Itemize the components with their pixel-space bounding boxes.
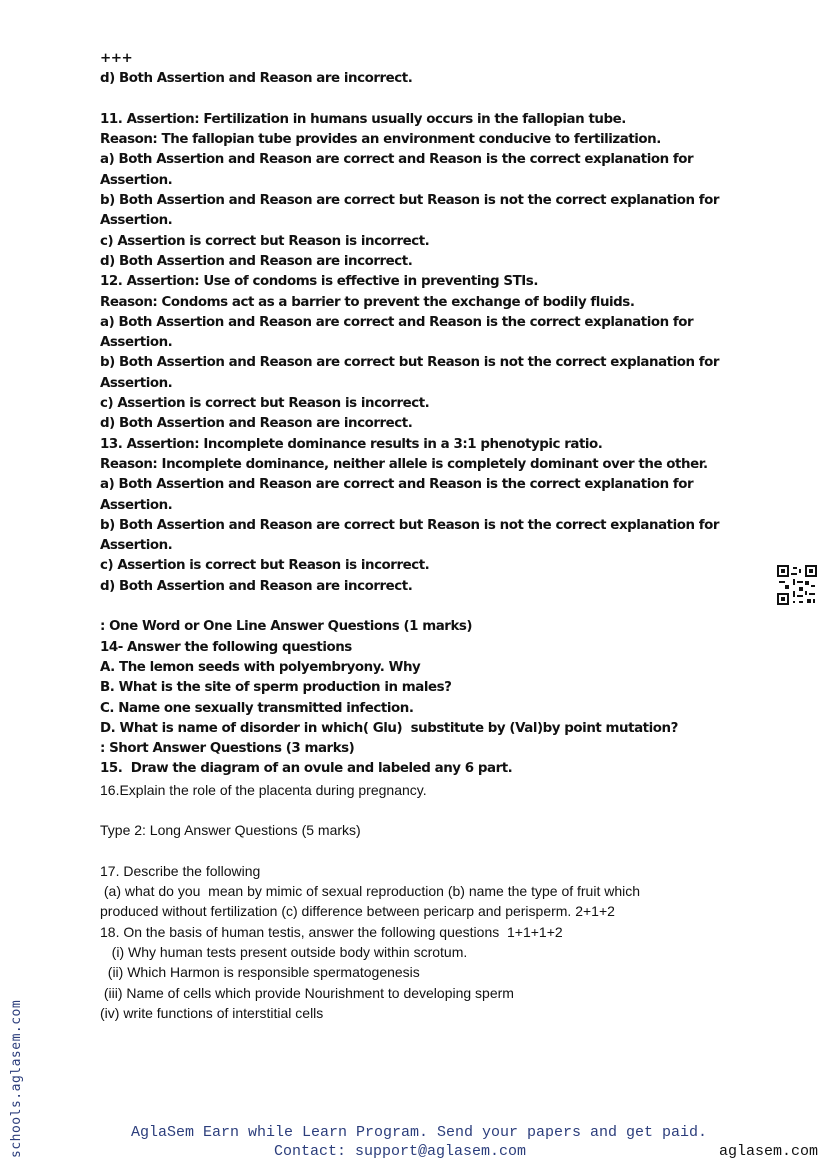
text-line: produced without fertilization (c) difference between pericarp and perisperm. 2+1+2 [100, 903, 615, 920]
text-line: 18. On the basis of human testis, answer the following questions 1+1+1+2 [100, 923, 563, 940]
text-line: a) Both Assertion and Reason are correct and Reason is the correct explanation for [100, 314, 694, 330]
text-line: Assertion. [100, 172, 173, 188]
text-line: d) Both Assertion and Reason are incorrect. [100, 71, 413, 87]
text-line: 14- Answer the following questions [100, 639, 352, 655]
text-line: C. Name one sexually transmitted infection. [100, 700, 414, 716]
document-body [100, 49, 720, 1023]
text-line: 17. Describe the following [100, 862, 261, 879]
text-line: c) Assertion is correct but Reason is incorrect. [100, 558, 430, 574]
text-line: Reason: Incomplete dominance, neither allele is completely dominant over the other. [100, 456, 708, 472]
text-line: (iv) write functions of interstitial cells [100, 1004, 324, 1021]
blank-line [100, 90, 720, 110]
text-line: Assertion. [100, 497, 173, 513]
text-line: (a) what do you mean by mimic of sexual reproduction (b) name the type of fruit which [100, 883, 641, 900]
blank-line [100, 597, 720, 617]
footer-contact[interactable]: Contact: support@aglasem.com [274, 1143, 527, 1160]
text-line: b) Both Assertion and Reason are correct but Reason is not the correct explanation for [100, 355, 720, 371]
text-line: +++ [100, 51, 133, 66]
text-line: : Short Answer Questions (3 marks) [100, 741, 355, 757]
blank-line [100, 841, 720, 861]
text-line: Assertion. [100, 213, 173, 229]
text-line: D. What is name of disorder in which( Glu) substitute by (Val)by point mutation? [100, 720, 678, 736]
text-line: d) Both Assertion and Reason are incorrect. [100, 578, 413, 594]
text-line: 16.Explain the role of the placenta during pregnancy. [100, 781, 427, 798]
text-line: A. The lemon seeds with polyembryony. Why [100, 659, 421, 675]
footer-program-text: AglaSem Earn while Learn Program. Send your papers and get paid. [130, 1124, 708, 1141]
text-line: 12. Assertion: Use of condoms is effective in preventing STIs. [100, 274, 538, 290]
text-line: c) Assertion is correct but Reason is incorrect. [100, 396, 430, 412]
text-line: Assertion. [100, 335, 173, 351]
text-line: (i) Why human tests present outside body within scrotum. [100, 944, 468, 961]
text-line: 13. Assertion: Incomplete dominance results in a 3:1 phenotypic ratio. [100, 436, 603, 452]
text-line: a) Both Assertion and Reason are correct and Reason is the correct explanation for [100, 477, 694, 493]
watermark-vertical[interactable]: schools.aglasem.com [9, 999, 24, 1158]
text-line: Reason: The fallopian tube provides an environment conducive to fertilization. [100, 132, 661, 148]
text-line: Reason: Condoms act as a barrier to prevent the exchange of bodily fluids. [100, 294, 635, 310]
text-line: c) Assertion is correct but Reason is incorrect. [100, 233, 430, 249]
blank-line [100, 800, 720, 820]
text-line: Assertion. [100, 538, 173, 554]
text-line: 15. Draw the diagram of an ovule and labeled any 6 part. [100, 761, 513, 777]
footer-site-link[interactable]: aglasem.com [718, 1143, 818, 1160]
text-line: (ii) Which Harmon is responsible spermatogenesis [100, 964, 420, 981]
text-line: 11. Assertion: Fertilization in humans usually occurs in the fallopian tube. [100, 111, 626, 127]
text-line: (iii) Name of cells which provide Nourishment to developing sperm [100, 984, 514, 1001]
text-line: d) Both Assertion and Reason are incorrect. [100, 416, 413, 432]
text-line: b) Both Assertion and Reason are correct but Reason is not the correct explanation for [100, 193, 720, 209]
text-line: d) Both Assertion and Reason are incorrect. [100, 253, 413, 269]
text-line: : One Word or One Line Answer Questions (1 marks) [100, 619, 473, 635]
text-line: b) Both Assertion and Reason are correct but Reason is not the correct explanation for [100, 517, 720, 533]
text-line: Type 2: Long Answer Questions (5 marks) [100, 822, 361, 839]
text-line: B. What is the site of sperm production in males? [100, 680, 452, 696]
qr-code-icon [777, 565, 817, 605]
text-line: Assertion. [100, 375, 173, 391]
text-line: a) Both Assertion and Reason are correct and Reason is the correct explanation for [100, 152, 694, 168]
